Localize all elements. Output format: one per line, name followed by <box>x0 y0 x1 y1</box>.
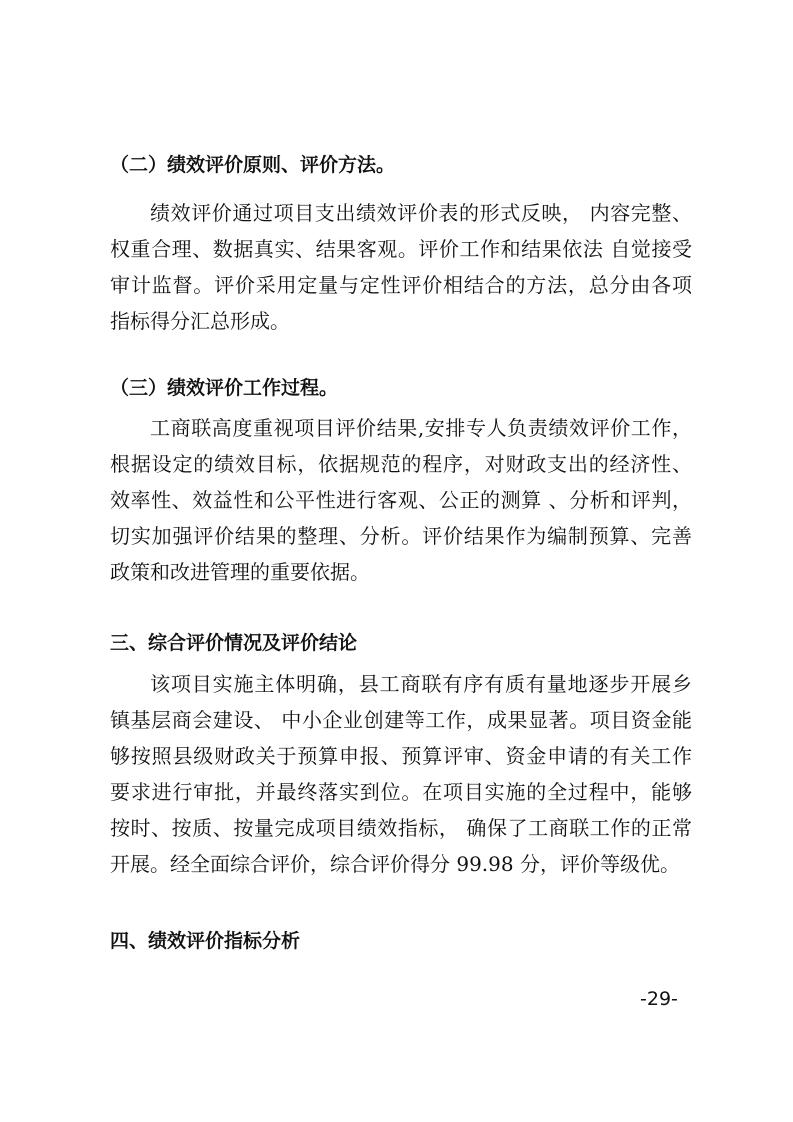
section-heading-3: （三）绩效评价工作过程。 <box>110 377 339 399</box>
section-heading-2: （二）绩效评价原则、评价方法。 <box>110 154 396 176</box>
text-line: 镇基层商会建设、 中小企业创建等工作，成果显著。项目资金能 <box>110 708 692 732</box>
text-line: 效率性、效益性和公平性进行客观、公正的测算 、分析和评判， <box>110 488 692 512</box>
text-line: 权重合理、数据真实、结果客观。评价工作和结果依法 自觉接受 <box>110 237 692 261</box>
text-line: 按时、按质、按量完成项目绩效指标， 确保了工商联工作的正常 <box>110 816 692 840</box>
text-line: 指标得分汇总形成。 <box>110 309 290 333</box>
text-line: 工商联高度重视项目评价结果,安排专人负责绩效评价工作， <box>150 416 692 440</box>
text-line: 够按照县级财政关于预算申报、预算评审、资金申请的有关工作 <box>110 744 692 768</box>
section-heading-three: 三、综合评价情况及评价结论 <box>110 632 358 654</box>
section-heading-four: 四、绩效评价指标分析 <box>110 930 301 952</box>
text-line: 审计监督。评价采用定量与定性评价相结合的方法，总分由各项 <box>110 273 692 297</box>
paragraph-principles <box>110 195 692 339</box>
text-line: 开展。经全面综合评价，综合评价得分 99.98 分，评价等级优。 <box>110 852 680 876</box>
text-line: 根据设定的绩效目标，依据规范的程序，对财政支出的经济性、 <box>110 452 692 476</box>
text-line: 政策和改进管理的重要依据。 <box>110 560 370 584</box>
paragraph-process <box>110 410 692 590</box>
paragraph-conclusion <box>110 666 692 882</box>
text-line: 切实加强评价结果的整理、分析。评价结果作为编制预算、完善 <box>110 524 692 548</box>
text-line: 该项目实施主体明确，县工商联有序有质有量地逐步开展乡 <box>150 672 692 696</box>
text-line: 要求进行审批，并最终落实到位。在项目实施的全过程中，能够 <box>110 780 692 804</box>
text-line: 绩效评价通过项目支出绩效评价表的形式反映， 内容完整、 <box>150 201 692 225</box>
page-number: -29- <box>640 988 678 1010</box>
